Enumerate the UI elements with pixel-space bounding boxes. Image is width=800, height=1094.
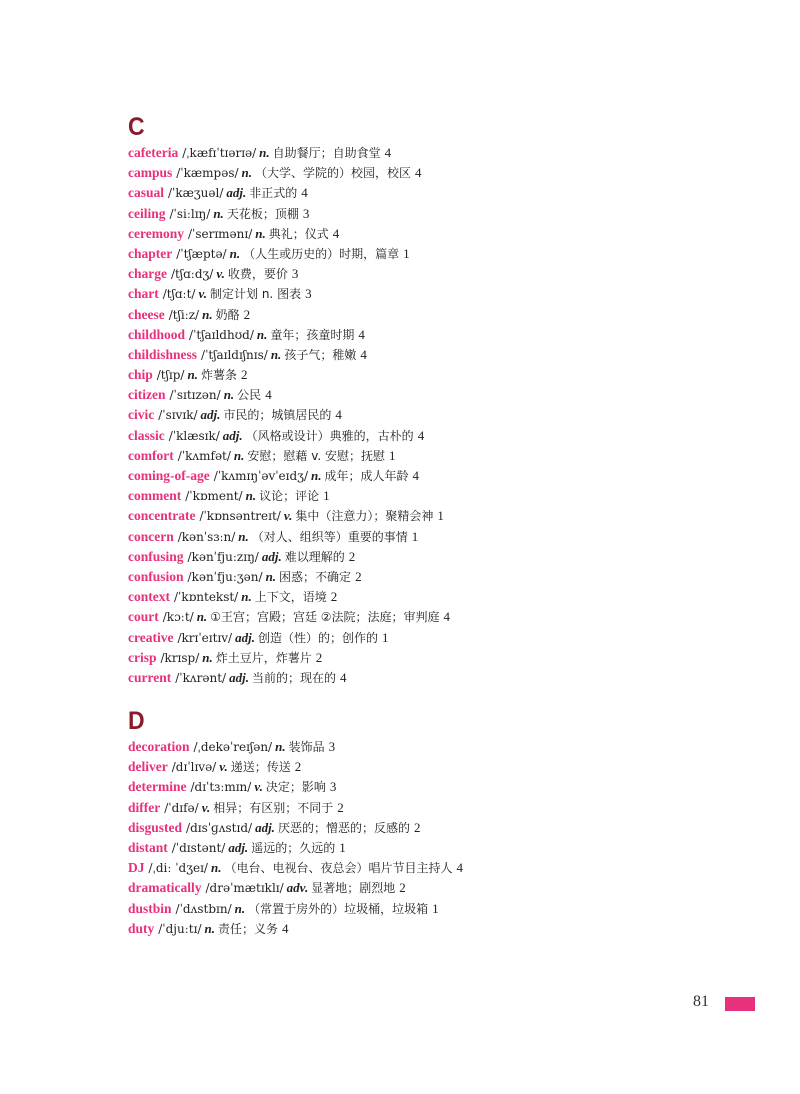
unit-number: 2 <box>243 306 251 322</box>
unit-number: 4 <box>384 145 392 160</box>
vocab-entry <box>128 305 768 325</box>
phonetic-transcription: /krɪsp/ <box>160 650 200 665</box>
part-of-speech: v. <box>219 759 228 775</box>
unit-number: 1 <box>381 629 389 645</box>
vocab-entry <box>128 838 768 858</box>
headword: context <box>128 589 170 605</box>
vocab-entry <box>128 264 768 284</box>
part-of-speech: adj. <box>229 669 249 685</box>
phonetic-transcription: /ˈkʌmfət/ <box>177 448 231 463</box>
unit-number: 3 <box>305 286 312 302</box>
phonetic-transcription: /ˈsiːlɪŋ/ <box>169 206 211 221</box>
vocab-entry <box>128 163 768 183</box>
headword: creative <box>128 629 174 645</box>
vocab-entry <box>128 466 768 486</box>
headword: cheese <box>128 306 165 322</box>
definition: 天花板；顶棚 <box>226 206 299 221</box>
phonetic-transcription: /ˈkʌmɪŋˈəvˈeɪdʒ/ <box>213 469 308 483</box>
headword: civic <box>128 407 155 423</box>
phonetic-transcription: /dɪˈtɜːmɪn/ <box>190 780 252 795</box>
headword: court <box>128 609 159 625</box>
unit-number: 4 <box>456 860 463 876</box>
part-of-speech: n. <box>204 920 215 936</box>
unit-number: 1 <box>323 488 330 504</box>
part-of-speech: adj. <box>222 427 243 443</box>
part-of-speech: n. <box>238 528 249 544</box>
headword: citizen <box>128 387 166 403</box>
part-of-speech: n. <box>229 245 241 261</box>
phonetic-transcription: /ˈsɪtɪzən/ <box>169 388 221 403</box>
part-of-speech: v. <box>254 779 263 795</box>
part-of-speech: n. <box>187 367 198 383</box>
phonetic-transcription: /ˈsɪvɪk/ <box>158 408 198 423</box>
phonetic-transcription: /ˈkæmpəs/ <box>176 166 239 181</box>
unit-number: 2 <box>337 799 344 815</box>
definition: 典礼；仪式 <box>268 226 329 241</box>
phonetic-transcription: /ˌdiː ˈdʒeɪ/ <box>148 861 208 876</box>
definition: 当前的；现在的 <box>251 670 336 685</box>
vocab-entry <box>128 426 768 446</box>
definition: 议论；评论 <box>259 489 320 504</box>
section-d <box>128 706 768 939</box>
vocab-entry <box>128 858 768 878</box>
definition: 制定计划 n. 图表 <box>210 287 302 302</box>
definition: （风格或设计）典雅的，古朴的 <box>245 428 414 443</box>
vocab-entry <box>128 878 768 898</box>
headword: differ <box>128 799 161 815</box>
definition: 集中（注意力）；聚精会神 <box>295 509 434 524</box>
vocab-entry <box>128 486 768 506</box>
definition: 上下文，语境 <box>254 590 327 605</box>
definition: 公民 <box>237 388 262 403</box>
part-of-speech: n. <box>270 346 282 362</box>
unit-number: 4 <box>417 427 425 443</box>
headword: campus <box>128 165 173 181</box>
vocab-entry <box>128 818 768 838</box>
part-of-speech: adv. <box>286 880 309 896</box>
section-letter: C <box>128 113 145 141</box>
headword: childhood <box>128 326 186 342</box>
headword: determine <box>128 779 187 795</box>
part-of-speech: n. <box>241 589 252 605</box>
vocab-entry <box>128 628 768 648</box>
part-of-speech: adj. <box>255 819 275 835</box>
part-of-speech: adj. <box>228 839 249 855</box>
part-of-speech: adj. <box>200 407 221 423</box>
unit-number: 4 <box>265 387 272 403</box>
phonetic-transcription: /ˈtʃaɪldhʊd/ <box>189 327 254 342</box>
headword: crisp <box>128 649 157 665</box>
vocab-entry <box>128 899 768 919</box>
definition: ①王宫；宫殿；宫廷 ②法院；法庭；审判庭 <box>210 610 440 625</box>
part-of-speech: n. <box>311 468 322 483</box>
part-of-speech: n. <box>259 145 270 160</box>
vocab-entry <box>128 527 768 547</box>
unit-number: 4 <box>412 468 419 483</box>
vocab-entry <box>128 587 768 607</box>
part-of-speech: n. <box>255 225 266 241</box>
vocab-entry <box>128 224 768 244</box>
section-c <box>128 112 768 688</box>
headword: comment <box>128 488 182 504</box>
part-of-speech: n. <box>223 387 235 403</box>
unit-number: 4 <box>360 346 367 362</box>
part-of-speech: n. <box>202 649 213 665</box>
definition: （对人、组织等）重要的事情 <box>251 529 408 544</box>
page-number: 81 <box>693 993 709 1010</box>
part-of-speech: adj. <box>261 548 282 564</box>
unit-number: 1 <box>411 528 419 544</box>
phonetic-transcription: /tʃɑːdʒ/ <box>170 267 214 282</box>
headword: distant <box>128 839 168 855</box>
definition: 童年；孩童时期 <box>270 327 355 342</box>
phonetic-transcription: /tʃiːz/ <box>168 307 200 322</box>
headword: concentrate <box>128 508 196 524</box>
definition: 炸土豆片，炸薯片 <box>215 650 312 665</box>
phonetic-transcription: /kənˈsɜːn/ <box>177 529 236 544</box>
phonetic-transcription: /ˈklæsɪk/ <box>168 428 220 443</box>
vocab-entry <box>128 325 768 345</box>
definition: 显著地；剧烈地 <box>311 881 396 896</box>
definition: 炸薯条 <box>200 368 237 383</box>
headword: casual <box>128 185 165 201</box>
definition: 难以理解的 <box>284 549 345 564</box>
unit-number: 1 <box>389 447 396 463</box>
phonetic-transcription: /ˈkɒment/ <box>185 489 243 504</box>
vocab-entry <box>128 777 768 797</box>
part-of-speech: n. <box>233 447 245 463</box>
definition: 自助餐厅；自助食堂 <box>272 146 381 160</box>
definition: （常置于房外的）垃圾桶，垃圾箱 <box>248 901 429 916</box>
definition: 收费，要价 <box>227 267 288 282</box>
vocab-entry <box>128 607 768 627</box>
phonetic-transcription: /ˈdɪstənt/ <box>171 840 226 855</box>
definition: 创造（性）的；创作的 <box>257 630 378 645</box>
unit-number: 1 <box>403 245 410 261</box>
part-of-speech: v. <box>216 266 225 282</box>
definition: 困惑；不确定 <box>279 569 352 584</box>
headword: ceiling <box>128 205 166 221</box>
headword: chip <box>128 367 153 383</box>
unit-number: 1 <box>339 839 346 855</box>
unit-number: 4 <box>415 165 422 181</box>
part-of-speech: n. <box>210 860 222 876</box>
unit-number: 3 <box>328 739 336 754</box>
vocab-entry <box>128 798 768 818</box>
headword: duty <box>128 920 155 936</box>
vocab-entry <box>128 345 768 365</box>
part-of-speech: n. <box>202 306 213 322</box>
unit-number: 2 <box>330 589 338 605</box>
phonetic-transcription: /ˈkɒntekst/ <box>173 590 239 605</box>
unit-number: 2 <box>348 548 356 564</box>
unit-number: 3 <box>302 205 310 221</box>
phonetic-transcription: /dɪˈlɪvə/ <box>171 760 217 775</box>
phonetic-transcription: /ˈtʃæptə/ <box>176 246 227 261</box>
unit-number: 4 <box>301 185 308 201</box>
part-of-speech: n. <box>245 488 257 504</box>
phonetic-transcription: /kənˈfjuːʒən/ <box>187 569 263 584</box>
headword: ceremony <box>128 225 184 241</box>
definition: 孩子气；稚嫩 <box>284 347 357 362</box>
vocab-entry <box>128 919 768 939</box>
definition: 安慰；慰藉 v. 安慰；抚慰 <box>247 448 386 463</box>
headword: confusing <box>128 548 184 564</box>
phonetic-transcription: /ˈdʌstbɪn/ <box>175 901 232 916</box>
unit-number: 1 <box>437 508 444 524</box>
definition: 责任；义务 <box>217 921 278 936</box>
phonetic-transcription: /kɔːt/ <box>162 610 194 625</box>
vocab-entry <box>128 284 768 304</box>
part-of-speech: n. <box>213 205 224 221</box>
phonetic-transcription: /tʃɑːt/ <box>162 287 196 302</box>
unit-number: 2 <box>240 367 248 383</box>
definition: 市民的；城镇居民的 <box>223 408 332 423</box>
unit-number: 4 <box>443 609 451 625</box>
phonetic-transcription: /ˌkæfɪˈtɪərɪə/ <box>182 146 257 160</box>
part-of-speech: v. <box>283 508 293 524</box>
headword: classic <box>128 427 165 443</box>
unit-number: 2 <box>355 568 362 584</box>
vocab-entry <box>128 204 768 224</box>
page-tab-marker <box>725 997 755 1011</box>
phonetic-transcription: /krɪˈeɪtɪv/ <box>177 630 233 645</box>
vocab-entry <box>128 385 768 405</box>
vocab-entry <box>128 183 768 203</box>
phonetic-transcription: /kənˈfjuːzɪŋ/ <box>187 549 259 564</box>
phonetic-transcription: /drəˈmætɪklɪ/ <box>205 881 284 896</box>
unit-number: 2 <box>315 649 323 665</box>
part-of-speech: n. <box>234 900 246 916</box>
unit-number: 2 <box>294 759 302 775</box>
definition: （电台、电视台、夜总会）唱片节目主持人 <box>224 861 453 876</box>
phonetic-transcription: /ˈdjuːtɪ/ <box>158 921 202 936</box>
part-of-speech: v. <box>198 286 208 302</box>
unit-number: 3 <box>291 266 299 282</box>
vocab-entry <box>128 446 768 466</box>
unit-number: 4 <box>332 225 340 241</box>
headword: concern <box>128 528 174 544</box>
vocab-entry <box>128 365 768 385</box>
headword: deliver <box>128 759 168 775</box>
phonetic-transcription: /ˈserɪmənɪ/ <box>187 226 253 241</box>
part-of-speech: n. <box>275 739 286 754</box>
phonetic-transcription: /ˈtʃaɪldɪʃnɪs/ <box>201 347 268 362</box>
vocab-entry <box>128 143 768 163</box>
phonetic-transcription: /dɪsˈɡʌstɪd/ <box>186 820 253 835</box>
headword: current <box>128 669 172 685</box>
phonetic-transcription: /ˌdekəˈreɪʃən/ <box>193 740 273 754</box>
headword: DJ <box>128 860 145 876</box>
vocab-entry <box>128 757 768 777</box>
entry-list <box>128 737 768 939</box>
phonetic-transcription: /tʃɪp/ <box>156 368 185 383</box>
part-of-speech: n. <box>265 568 277 584</box>
definition: 相异；有区别；不同于 <box>213 800 334 815</box>
part-of-speech: n. <box>256 326 268 342</box>
part-of-speech: adj. <box>226 185 247 201</box>
vocab-entry <box>128 244 768 264</box>
entry-list <box>128 143 768 688</box>
phonetic-transcription: /ˈkɒnsəntreɪt/ <box>199 509 281 524</box>
vocab-entry <box>128 668 768 688</box>
unit-number: 4 <box>281 920 289 936</box>
phonetic-transcription: /ˈkʌrənt/ <box>175 670 227 685</box>
unit-number: 3 <box>329 779 337 795</box>
headword: dustbin <box>128 900 172 916</box>
vocab-entry <box>128 547 768 567</box>
definition: 非正式的 <box>249 186 298 201</box>
phonetic-transcription: /ˈkæʒuəl/ <box>168 186 224 201</box>
headword: dramatically <box>128 880 202 896</box>
vocab-entry <box>128 567 768 587</box>
unit-number: 2 <box>413 819 421 835</box>
definition: 递送；传送 <box>230 760 291 775</box>
headword: childishness <box>128 346 198 362</box>
part-of-speech: n. <box>241 165 253 181</box>
vocab-entry <box>128 648 768 668</box>
definition: （人生或历史的）时期，篇章 <box>243 246 400 261</box>
vocab-entry <box>128 405 768 425</box>
part-of-speech: adj. <box>235 629 255 645</box>
headword: charge <box>128 266 167 282</box>
headword: coming-of-age <box>128 468 210 483</box>
part-of-speech: n. <box>196 609 208 625</box>
definition: 成年；成人年龄 <box>324 469 409 483</box>
headword: disgusted <box>128 819 183 835</box>
phonetic-transcription: /ˈdɪfə/ <box>164 800 199 815</box>
definition: 遥远的；久远的 <box>251 840 336 855</box>
definition: 奶酪 <box>215 307 240 322</box>
unit-number: 4 <box>335 407 342 423</box>
headword: decoration <box>128 739 190 754</box>
unit-number: 1 <box>432 900 439 916</box>
headword: chapter <box>128 245 173 261</box>
definition: 装饰品 <box>288 740 325 754</box>
headword: cafeteria <box>128 145 179 160</box>
vocab-entry <box>128 737 768 757</box>
definition: 厌恶的；憎恶的；反感的 <box>277 820 410 835</box>
headword: comfort <box>128 447 174 463</box>
headword: confusion <box>128 568 184 584</box>
definition: （大学、学院的）校园，校区 <box>255 166 412 181</box>
section-letter: D <box>128 707 145 735</box>
headword: chart <box>128 286 159 302</box>
definition: 决定；影响 <box>265 780 326 795</box>
unit-number: 4 <box>339 669 347 685</box>
vocab-entry <box>128 506 768 526</box>
part-of-speech: v. <box>201 799 211 815</box>
unit-number: 4 <box>358 326 365 342</box>
unit-number: 2 <box>399 880 406 896</box>
